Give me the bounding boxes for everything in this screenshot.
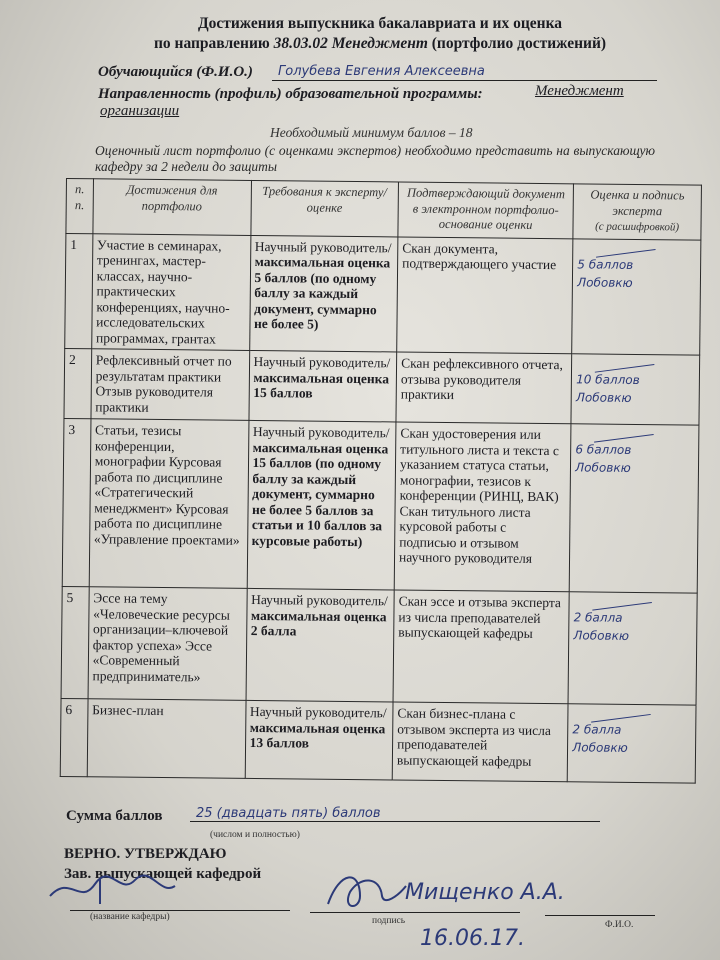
submission-note: Оценочный лист портфолио (с оценками экспертов) необходимо представить на выпускающую кафедру за 2 недели до защиты: [95, 143, 655, 174]
table-row: [61, 586, 697, 705]
row-achievement: Эссе на тему «Человеческие ресурсы организации–ключевой фактор успеха» Эссе «Современный предприниматель»: [88, 587, 247, 701]
row-document: Скан эссе и отзыва эксперта из числа преподавателей выпускающей кафедры: [393, 590, 569, 704]
table-header-row: [66, 179, 702, 240]
table-row: [64, 348, 700, 425]
row-score: 5 баллов Лобовкю: [572, 238, 701, 355]
profile-value-1: Менеджмент: [535, 83, 624, 99]
header-num: п. п.: [66, 179, 93, 234]
sum-value: 25 (двадцать пять) баллов: [190, 806, 600, 822]
row-document: Скан рефлексивного отчета, отзыва руководителя практики: [396, 352, 572, 424]
row-achievement: Участие в семинарах, тренингах, мастер-классах, научно-практических конференциях, научно-исследовательских программах, грантах: [91, 233, 250, 350]
sum-caption: (числом и полностью): [210, 830, 300, 840]
row-num: 5: [61, 586, 89, 698]
signature-caption: подпись: [372, 916, 406, 926]
header-score: Оценка и подпись эксперта (с расшифровкой): [573, 184, 701, 240]
row-document: Скан бизнес-плана с отзывом эксперта из числа преподавателей выпускающей кафедры: [392, 702, 568, 782]
document-title: [130, 14, 630, 54]
table-row: [62, 418, 699, 593]
row-score: 2 балла Лобовкю: [567, 704, 696, 783]
row-num: 6: [60, 698, 88, 776]
row-achievement: Рефлексивный отчет по результатам практики Отзыв руководителя практики: [91, 349, 250, 421]
name-caption: Ф.И.О.: [605, 920, 634, 930]
row-document: Скан удостоверения или титульного листа и текста с указанием статуса статьи, монографии, тезисов к конференции (РИНЦ, ВАК) Скан титульного листа курсовой работы с подписью и отзывом научного руководителя: [394, 422, 571, 592]
row-score: 10 баллов Лобовкю: [571, 354, 700, 425]
profile-label: Направленность (профиль) образовательной программы:: [98, 86, 483, 102]
row-requirements: Научный руководитель/ максимальная оценка 13 баллов: [245, 700, 393, 780]
row-requirements: Научный руководитель/ максимальная оценка 5 баллов (по одному баллу за каждый документ, суммарно не более 5): [249, 235, 398, 352]
row-num: 3: [62, 418, 90, 586]
row-num: 1: [65, 233, 93, 349]
header-requirements: Требования к эксперту/оценке: [250, 180, 398, 236]
handwritten-date: 16.06.17.: [420, 926, 525, 951]
row-requirements: Научный руководитель/ максимальная оценка 15 баллов: [248, 350, 396, 422]
minimum-score: Необходимый минимум баллов – 18: [270, 125, 473, 140]
student-underline: [272, 80, 657, 81]
handwritten-name: Мищенко А.А.: [405, 880, 565, 905]
student-label: Обучающийся (Ф.И.О.): [98, 64, 253, 80]
signature-line: [310, 912, 520, 913]
department-caption: (название кафедры): [90, 912, 170, 922]
department-line: [70, 910, 290, 911]
sum-label: Сумма баллов: [66, 808, 163, 824]
title-line-1: Достижения выпускника бакалавриата и их оценка: [197, 15, 563, 32]
portfolio-table: [60, 178, 702, 784]
signature-mark: [320, 866, 410, 916]
row-score: 6 баллов Лобовкю: [569, 424, 699, 593]
title-line-2: по направлению 38.03.02 Менеджмент (портфолио достижений): [153, 35, 607, 52]
approval-line-2: Зав. выпускающей кафедрой: [64, 866, 262, 882]
row-requirements: Научный руководитель/ максимальная оценка 15 баллов (по одному баллу за каждый документ, суммарно не более 5 баллов за статьи и 10 баллов за курсовые работы): [247, 420, 396, 590]
row-document: Скан документа, подтверждающего участие: [397, 236, 573, 353]
name-line: [545, 915, 655, 916]
header-achievement: Достижения для портфолио: [93, 179, 251, 235]
row-achievement: Бизнес-план: [87, 699, 246, 779]
row-requirements: Научный руководитель/ максимальная оценка 2 балла: [246, 588, 395, 702]
head-signature: [40, 866, 180, 910]
profile-value-2: организации: [100, 103, 180, 119]
row-achievement: Статьи, тезисы конференции, монографии Курсовая работа по дисциплине «Стратегический менеджмент» Курсовая работа по дисциплине «Управление проектами»: [89, 419, 249, 589]
table-row: [65, 233, 701, 355]
header-document: Подтверждающий документ в электронном портфолио-основание оценки: [398, 182, 574, 238]
table-row: [60, 698, 696, 783]
approval-line-1: ВЕРНО. УТВЕРЖДАЮ: [64, 846, 227, 862]
row-num: 2: [64, 348, 91, 418]
row-score: 2 балла Лобовкю: [568, 592, 697, 705]
student-name: Голубева Евгения Алексеевна: [278, 64, 485, 79]
